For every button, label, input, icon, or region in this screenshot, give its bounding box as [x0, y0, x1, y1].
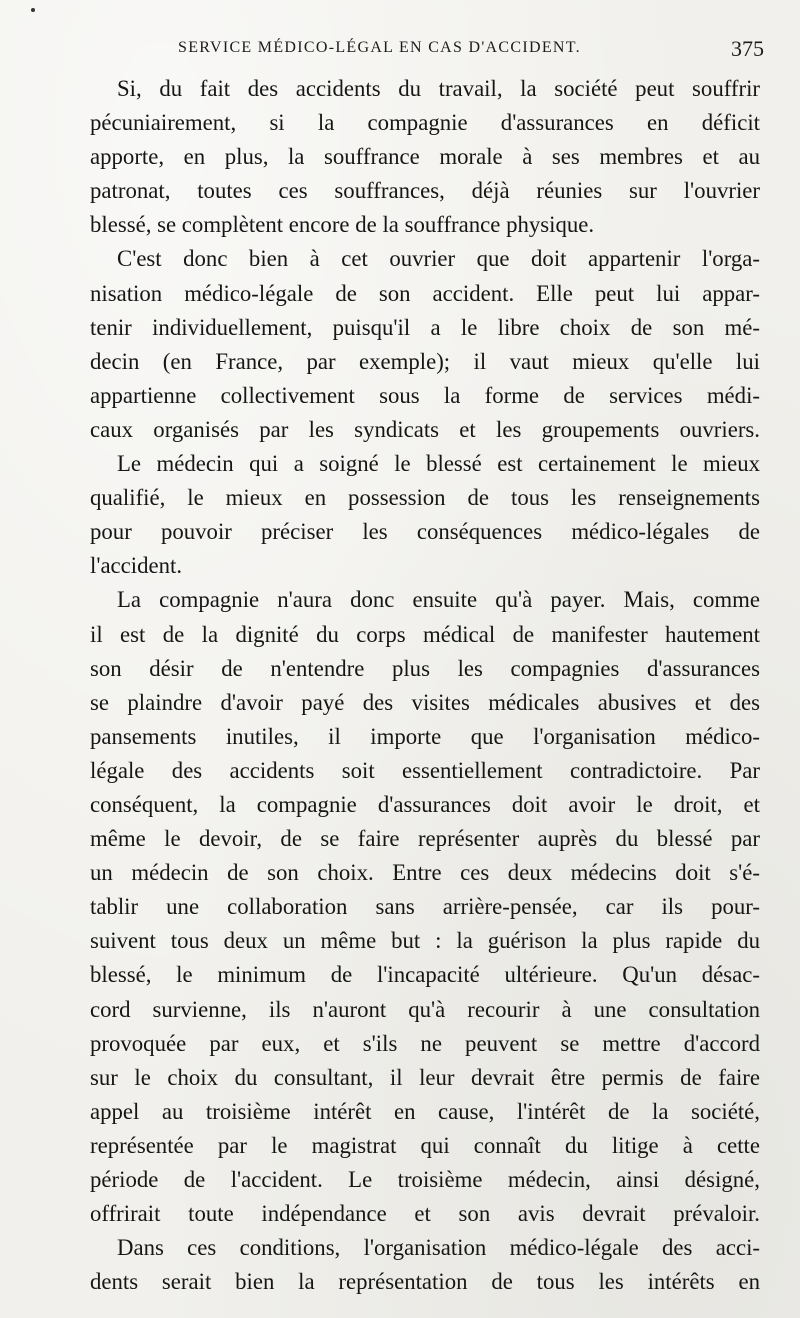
- text-line: appartienne collectivement sous la forme de services médi-: [90, 382, 760, 408]
- text-line: légale des accidents soit essentiellement contradictoire. Par: [90, 757, 760, 783]
- text-line: Dans ces conditions, l'organisation médico-légale des acci-: [117, 1235, 760, 1261]
- text-line: blessé, se complètent encore de la souffrance physique.: [90, 212, 595, 238]
- text-line: nisation médico-légale de son accident. Elle peut lui appar-: [90, 280, 760, 306]
- text-line: sur le choix du consultant, il leur devrait être permis de faire: [90, 1064, 760, 1090]
- text-line: période de l'accident. Le troisième médecin, ainsi désigné,: [90, 1167, 760, 1192]
- text-line: son désir de n'entendre plus les compagnies d'assurances: [90, 655, 760, 681]
- text-line: se plaindre d'avoir payé des visites médicales abusives et des: [90, 689, 760, 715]
- text-line: patronat, toutes ces souffrances, déjà réunies sur l'ouvrier: [90, 178, 760, 204]
- text-line: appel au troisième intérêt en cause, l'intérêt de la société,: [90, 1098, 760, 1124]
- text-line: Le médecin qui a soigné le blessé est certainement le mieux: [117, 451, 760, 477]
- text-line: suivent tous deux un même but : la guérison la plus rapide du: [90, 928, 760, 954]
- page-number: 375: [731, 36, 764, 61]
- text-line: pansements inutiles, il importe que l'organisation médico-: [90, 723, 760, 749]
- text-line: pour pouvoir préciser les conséquences médico-légales de: [90, 519, 760, 545]
- text-line: blessé, le minimum de l'incapacité ultérieure. Qu'un désac-: [90, 962, 760, 988]
- text-line: provoquée par eux, et s'ils ne peuvent se mettre d'accord: [90, 1030, 760, 1056]
- text-line: représentée par le magistrat qui connaît du litige à cette: [90, 1132, 760, 1158]
- print-speck: [31, 8, 35, 12]
- text-line: cord survienne, ils n'auront qu'à recourir à une consultation: [90, 996, 760, 1022]
- text-line: l'accident.: [90, 553, 183, 579]
- text-line: même le devoir, de se faire représenter auprès du blessé par: [90, 826, 760, 852]
- text-line: C'est donc bien à cet ouvrier que doit appartenir l'orga-: [117, 246, 760, 272]
- text-line: qualifié, le mieux en possession de tous les renseignements: [90, 485, 760, 511]
- text-line: apporte, en plus, la souffrance morale à ses membres et au: [90, 144, 760, 170]
- text-line: offrirait toute indépendance et son avis devrait prévaloir.: [90, 1201, 760, 1227]
- body-text: [90, 72, 760, 1299]
- running-title: SERVICE MÉDICO-LÉGAL EN CAS D'ACCIDENT.: [178, 39, 581, 56]
- text-line: Si, du fait des accidents du travail, la société peut souffrir: [117, 76, 760, 101]
- text-line: pécuniairement, si la compagnie d'assurances en déficit: [90, 110, 760, 136]
- text-line: decin (en France, par exemple); il vaut mieux qu'elle lui: [90, 348, 760, 374]
- text-line: un médecin de son choix. Entre ces deux médecins doit s'é-: [90, 860, 760, 886]
- text-line: caux organisés par les syndicats et les groupements ouvriers.: [90, 416, 760, 442]
- text-line: tablir une collaboration sans arrière-pensée, car ils pour-: [90, 894, 760, 920]
- text-line: La compagnie n'aura donc ensuite qu'à payer. Mais, comme: [117, 587, 760, 613]
- page-header: [178, 36, 764, 65]
- text-line: tenir individuellement, puisqu'il a le libre choix de son mé-: [90, 314, 760, 340]
- text-line: dents serait bien la représentation de tous les intérêts en: [90, 1269, 760, 1295]
- text-line: il est de la dignité du corps médical de manifester hautement: [90, 621, 760, 647]
- text-line: conséquent, la compagnie d'assurances doit avoir le droit, et: [90, 791, 760, 817]
